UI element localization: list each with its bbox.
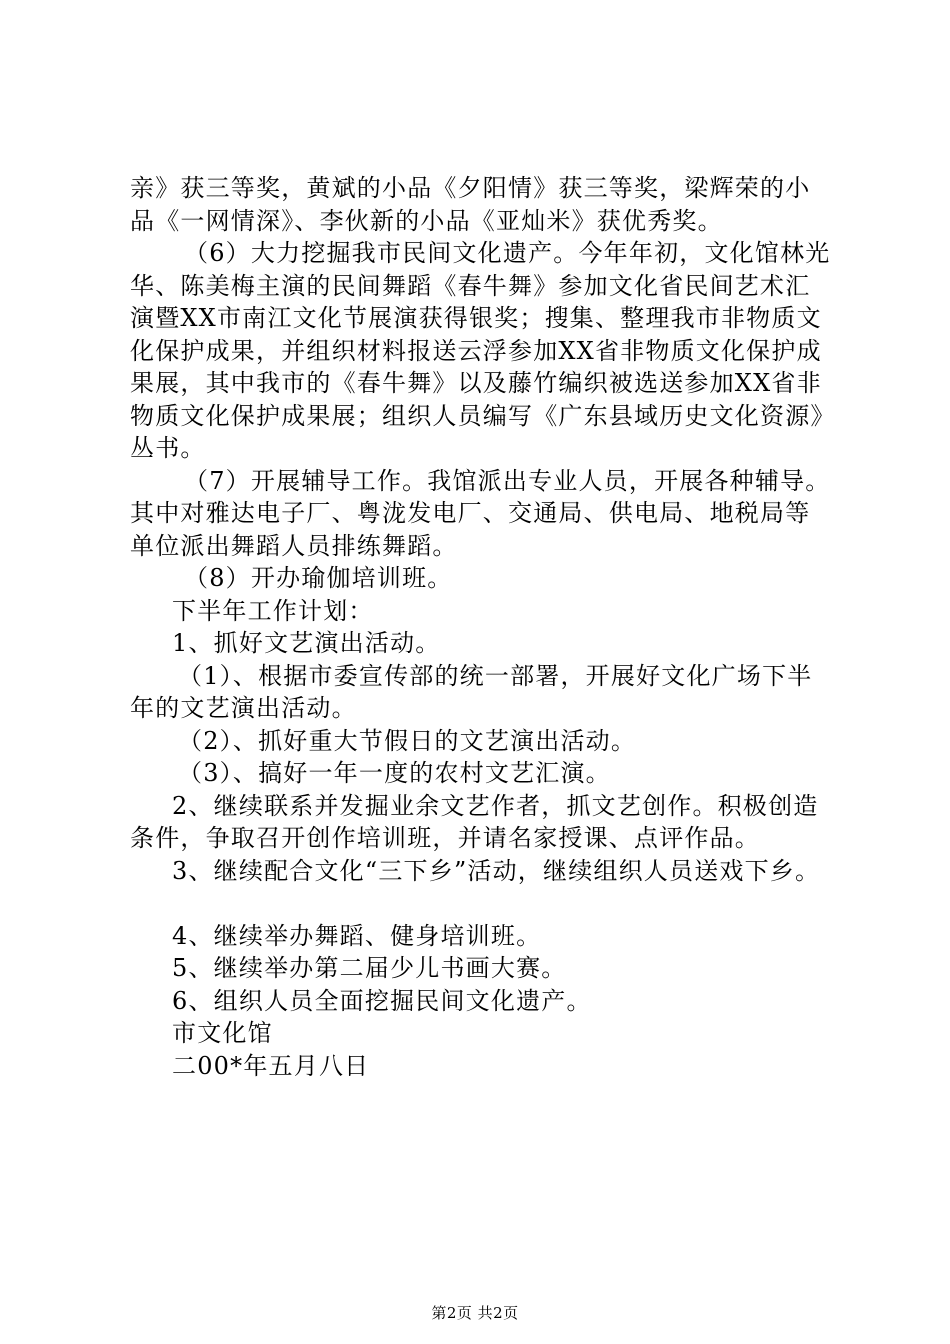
- section-heading-second-half-plan: 下半年工作计划：: [172, 596, 374, 625]
- plan-item-4: 4、继续举办舞蹈、健身培训班。: [172, 921, 542, 950]
- page-number: 第2页 共2页: [431, 1304, 519, 1322]
- paragraph-guidance-work: （7）开展辅导工作。我馆派出专业人员，开展各种辅导。其中对雅达电子厂、粤泷发电厂、交通局、供电局、地税局等单位派出舞蹈人员排练舞蹈。: [130, 466, 831, 560]
- document-body: [130, 172, 835, 1082]
- plan-item-1: 1、抓好文艺演出活动。: [172, 629, 441, 657]
- plan-item-3: 3、继续配合文化“三下乡”活动，继续组织人员送戏下乡。: [172, 856, 821, 885]
- paragraph-award-continuation: 亲》获三等奖，黄斌的小品《夕阳情》获三等奖，梁辉荣的小品《一网情深》、李伙新的小品《亚灿米》获优秀奖。: [130, 174, 811, 235]
- plan-item-2: 2、继续联系并发掘业余文艺作者，抓文艺创作。积极创造条件，争取召开创作培训班，并请名家授课、点评作品。: [130, 791, 819, 852]
- plan-item-1-1: （1）、根据市委宣传部的统一部署，开展好文化广场下半年的文艺演出活动。: [130, 661, 813, 722]
- paragraph-folk-heritage: （6）大力挖掘我市民间文化遗产。今年年初，文化馆林光华、陈美梅主演的民间舞蹈《春牛舞》参加文化省民间艺术汇演暨XX市南江文化节展演获得银奖；搜集、整理我市非物质文化保护成果，并组织材料报送云浮参加XX省非物质文化保护成果展，其中我市的《春牛舞》以及藤竹编织被选送参加XX省非物质文化保护成果展；组织人员编写《广东县域历史文化资源》丛书。: [130, 239, 831, 462]
- plan-item-1-2: （2）、抓好重大节假日的文艺演出活动。: [178, 726, 637, 755]
- page-footer: [0, 1302, 950, 1323]
- blank-line: [130, 887, 835, 920]
- paragraph-yoga-class: （8）开办瑜伽培训班。: [184, 564, 453, 592]
- signature-organization: 市文化馆: [172, 1019, 273, 1047]
- signature-date: 二00*年五月八日: [172, 1051, 370, 1080]
- plan-item-5: 5、继续举办第二届少儿书画大赛。: [172, 954, 567, 982]
- plan-item-6: 6、组织人员全面挖掘民间文化遗产。: [172, 986, 592, 1015]
- plan-item-1-3: （3）、搞好一年一度的农村文艺汇演。: [178, 759, 611, 787]
